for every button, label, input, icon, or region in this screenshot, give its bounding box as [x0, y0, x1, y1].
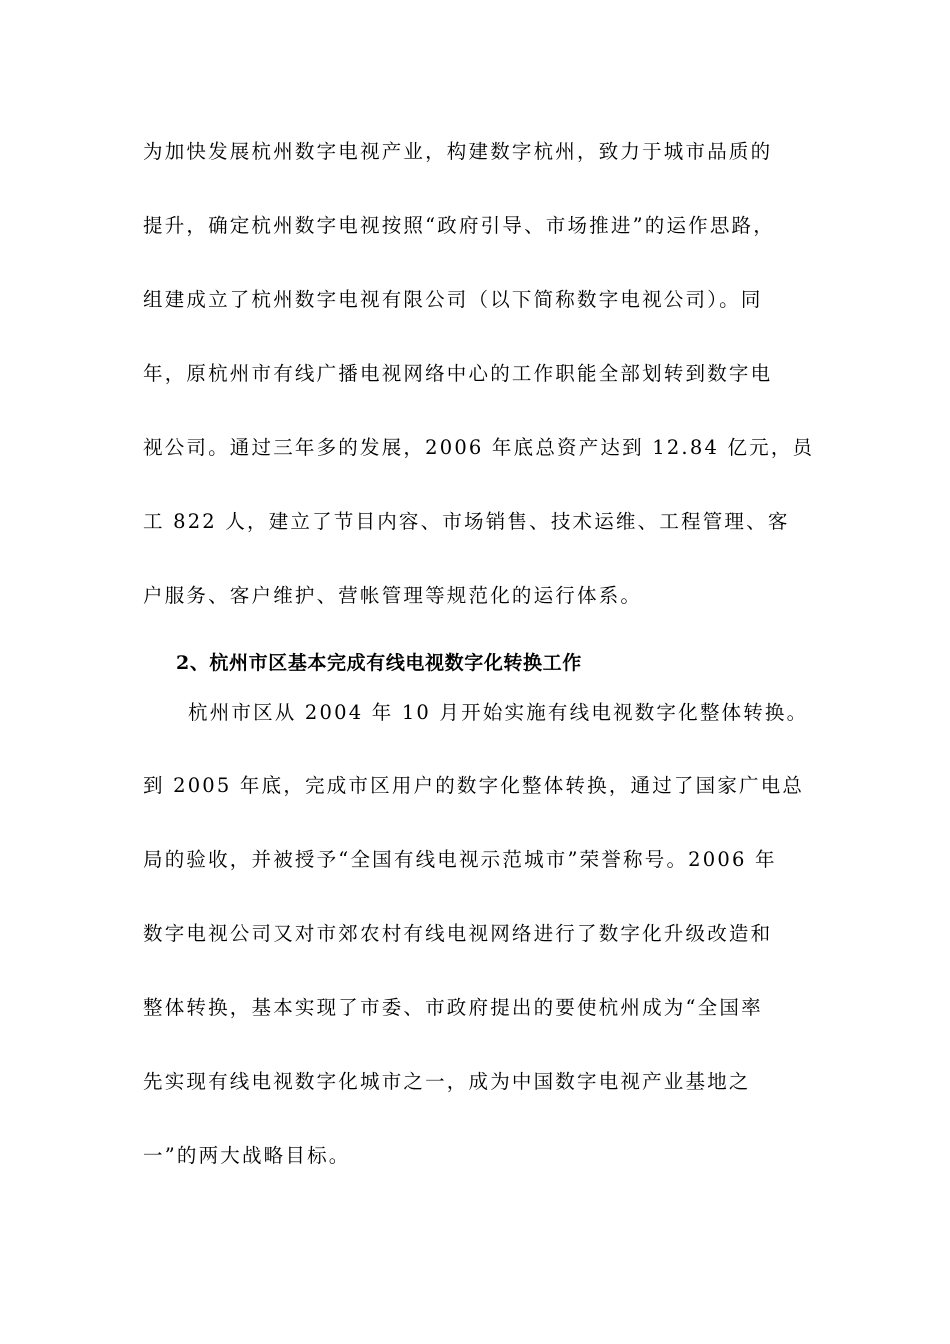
paragraph-1-line-4: 年，原杭州市有线广播电视网络中心的工作职能全部划转到数字电 [143, 362, 773, 385]
paragraph-2-line-2: 到 2005 年底，完成市区用户的数字化整体转换，通过了国家广电总 [143, 774, 805, 797]
section-heading: 2、杭州市区基本完成有线电视数字化转换工作 [176, 652, 582, 674]
paragraph-2-line-4: 数字电视公司又对市郊农村有线电视网络进行了数字化升级改造和 [143, 922, 773, 945]
paragraph-2-line-5: 整体转换，基本实现了市委、市政府提出的要使杭州成为“全国率 [143, 996, 763, 1019]
paragraph-2-line-1: 杭州市区从 2004 年 10 月开始实施有线电视数字化整体转换。 [188, 701, 809, 724]
paragraph-2-line-3: 局的验收，并被授予“全国有线电视示范城市”荣誉称号。2006 年 [143, 848, 777, 871]
paragraph-2-line-7: 一”的两大战略目标。 [143, 1144, 351, 1167]
paragraph-1-line-5: 视公司。通过三年多的发展，2006 年底总资产达到 12.84 亿元，员 [143, 436, 815, 459]
paragraph-2-line-6: 先实现有线电视数字化城市之一，成为中国数字电视产业基地之 [143, 1070, 751, 1093]
paragraph-1-line-3: 组建成立了杭州数字电视有限公司（以下简称数字电视公司）。同 [143, 288, 763, 311]
paragraph-1-line-7: 户服务、客户维护、营帐管理等规范化的运行体系。 [143, 584, 643, 607]
paragraph-1-line-1: 为加快发展杭州数字电视产业，构建数字杭州，致力于城市品质的 [143, 140, 773, 163]
paragraph-1-line-2: 提升，确定杭州数字电视按照“政府引导、市场推进”的运作思路， [143, 214, 775, 237]
paragraph-1-line-6: 工 822 人，建立了节目内容、市场销售、技术运维、工程管理、客 [143, 510, 790, 533]
